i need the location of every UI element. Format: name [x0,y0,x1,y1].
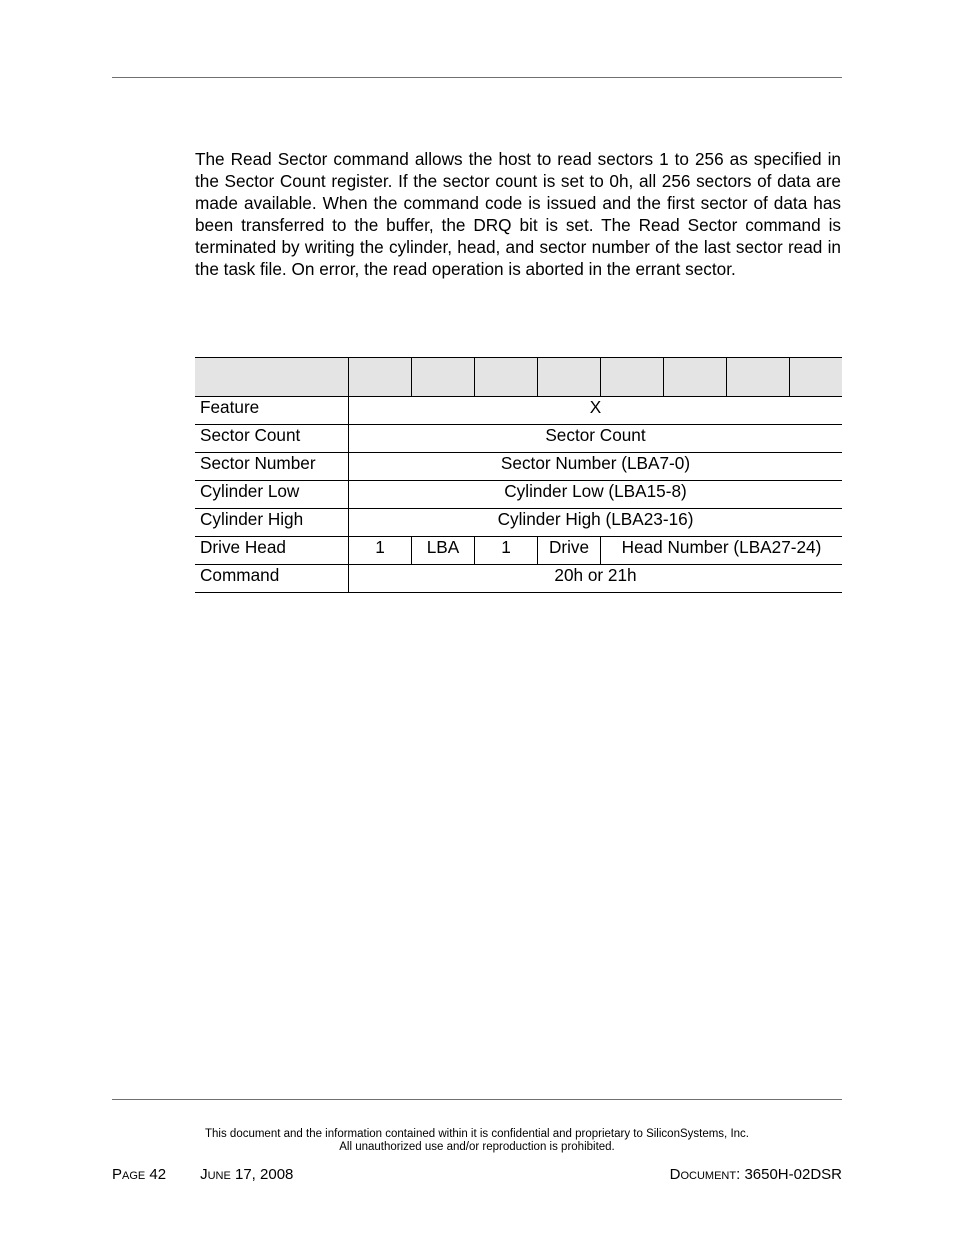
register-name: Cylinder High [195,509,349,537]
page-label: Page [112,1166,146,1183]
register-value: Cylinder Low (LBA15-8) [349,481,843,509]
footer-document-info [670,1166,842,1183]
confidentiality-notice [112,1128,842,1153]
header-cell-bit1 [727,358,790,397]
head-number-value: Head Number (LBA27-24) [601,537,843,565]
register-value: Sector Count [349,425,843,453]
notice-line-2: All unauthorized use and/or reproduction is prohibited. [339,1140,615,1153]
bit6-value: LBA [412,537,475,565]
table-row [195,565,842,593]
register-name: Drive Head [195,537,349,565]
document-date: June 17, 2008 [200,1166,294,1183]
header-cell-bit7 [349,358,412,397]
header-cell-bit2 [664,358,727,397]
register-name: Cylinder Low [195,481,349,509]
header-cell-bit6 [412,358,475,397]
page-number: 42 [149,1166,167,1183]
table-row [195,537,842,565]
register-name: Sector Count [195,425,349,453]
footer-page-info [112,1166,293,1183]
header-cell-bit3 [601,358,664,397]
bit5-value: 1 [475,537,538,565]
register-table [195,357,842,593]
table-row [195,509,842,537]
register-name: Sector Number [195,453,349,481]
register-value: Cylinder High (LBA23-16) [349,509,843,537]
bit7-value: 1 [349,537,412,565]
register-table-header [195,358,842,397]
register-name: Feature [195,397,349,425]
document-id: 3650H-02DSR [744,1166,842,1183]
header-cell-bit5 [475,358,538,397]
footer-rule [112,1099,842,1100]
notice-line-1: This document and the information contained within it is confidential and proprietary to SiliconSystems, Inc. [205,1128,749,1140]
register-value: Sector Number (LBA7-0) [349,453,843,481]
header-cell-bit4 [538,358,601,397]
table-row [195,453,842,481]
document-label: Document: [669,1166,741,1183]
header-cell-register [195,358,349,397]
table-row [195,397,842,425]
register-value: 20h or 21h [349,565,843,593]
register-name: Command [195,565,349,593]
header-rule [112,77,842,78]
bit4-value: Drive [538,537,601,565]
table-row [195,481,842,509]
header-cell-bit0 [790,358,843,397]
table-row [195,425,842,453]
register-value: X [349,397,843,425]
read-sector-description: The Read Sector command allows the host to read sectors 1 to 256 as specified in the Sector Count register. If the sector count is set to 0h, all 256 sectors of data are made available. When the command code is issued and the first sector of data has been transferred to the buffer, the DRQ bit is set. The Read Sector command is terminated by writing the cylinder, head, and sector number of the last sector read in the task file. On error, the read operation is aborted in the errant sector. [195,149,841,279]
